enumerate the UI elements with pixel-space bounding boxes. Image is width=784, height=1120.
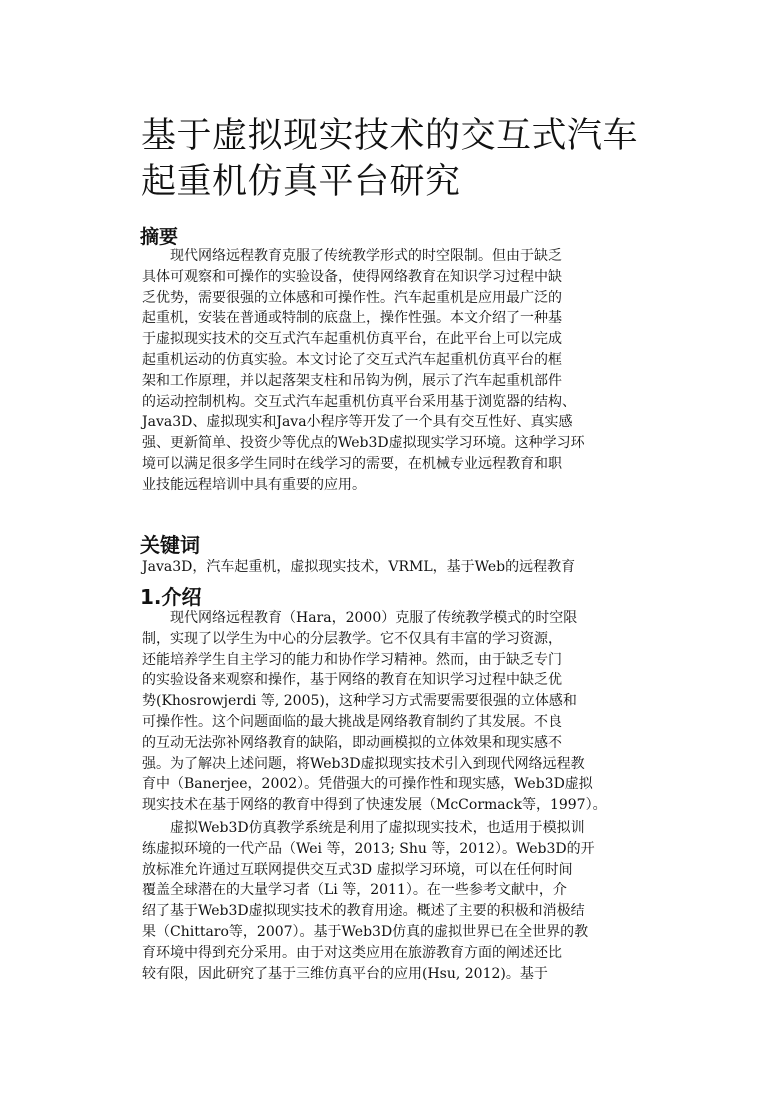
abstract-line: 的运动控制机构。交互式汽车起重机仿真平台采用基于浏览器的结构、	[142, 393, 576, 410]
intro-line: 可操作性。这个问题面临的最大挑战是网络教育制约了其发展。不良	[142, 713, 562, 730]
keywords-body	[142, 557, 662, 578]
title-line: 基于虚拟现实技术的交互式汽车	[141, 116, 639, 156]
intro-line: 放标准允许通过互联网提供交互式3D 虚拟学习环境，可以在任何时间	[142, 861, 573, 878]
intro-paragraph-1	[142, 608, 662, 816]
intro-paragraph-2	[142, 818, 662, 984]
intro-line: 的互动无法弥补网络教育的缺陷，即动画模拟的立体效果和现实感不	[142, 734, 562, 751]
intro-line: 强。为了解决上述问题，将Web3D虚拟现实技术引入到现代网络远程教	[142, 755, 585, 772]
intro-line: 还能培养学生自主学习的能力和协作学习精神。然而，由于缺乏专门	[142, 651, 562, 668]
intro-line: 果（Chittaro等，2007）。基于Web3D仿真的虚拟世界已在全世界的教	[142, 923, 589, 940]
intro-line: 制，实现了以学生为中心的分层教学。它不仅具有丰富的学习资源，	[142, 630, 562, 647]
title-line: 起重机仿真平台研究	[141, 162, 461, 202]
intro-heading: 1.介绍	[140, 585, 202, 609]
abstract-line: 强、更新简单、投资少等优点的Web3D虚拟现实学习环境。这种学习环	[142, 435, 585, 452]
abstract-line: 具体可观察和可操作的实验设备，使得网络教育在知识学习过程中缺	[142, 268, 562, 285]
intro-line: 育中（Banerjee，2002）。凭借强大的可操作性和现实感，Web3D虚拟	[142, 776, 593, 793]
abstract-line: 境可以满足很多学生同时在线学习的需要，在机械专业远程教育和职	[142, 455, 562, 472]
abstract-line: 乏优势，需要很强的立体感和可操作性。汽车起重机是应用最广泛的	[142, 289, 562, 306]
abstract-heading: 摘要	[140, 226, 179, 248]
intro-line: 较有限，因此研究了基于三维仿真平台的应用(Hsu, 2012)。基于	[142, 965, 548, 982]
abstract-line: 起重机，安装在普通或特制的底盘上，操作性强。本文介绍了一种基	[142, 310, 562, 327]
intro-line: 育环境中得到充分采用。由于对这类应用在旅游教育方面的阐述还比	[142, 944, 562, 961]
intro-line: 练虚拟环境的一代产品（Wei 等，2013; Shu 等，2012）。Web3D的开	[142, 840, 595, 857]
paper-title	[141, 113, 661, 205]
keywords-text: Java3D，汽车起重机，虚拟现实技术，VRML，基于Web的远程教育	[142, 559, 576, 575]
intro-line: 现代网络远程教育（Hara，2000）克服了传统教学模式的时空限	[170, 610, 578, 626]
abstract-line: Java3D、虚拟现实和Java小程序等开发了一个具有交互性好、真实感	[142, 414, 573, 431]
abstract-line: 于虚拟现实技术的交互式汽车起重机仿真平台，在此平台上可以完成	[142, 331, 562, 348]
intro-line: 势(Khosrowjerdi 等, 2005)，这种学习方式需要需要很强的立体感和	[142, 693, 577, 710]
intro-line: 虚拟Web3D仿真教学系统是利用了虚拟现实技术，也适用于模拟训	[170, 820, 585, 836]
abstract-line: 起重机运动的仿真实验。本文讨论了交互式汽车起重机仿真平台的框	[142, 351, 562, 368]
intro-line: 覆盖全球潜在的大量学习者（Li 等，2011）。在一些参考文献中，介	[142, 882, 567, 899]
keywords-heading: 关键词	[140, 533, 200, 557]
abstract-line: 业技能远程培训中具有重要的应用。	[142, 476, 366, 493]
intro-line: 绍了基于Web3D虚拟现实技术的教育用途。概述了主要的积极和消极结	[142, 903, 585, 920]
intro-line: 的实验设备来观察和操作，基于网络的教育在知识学习过程中缺乏优	[142, 672, 562, 689]
abstract-line: 现代网络远程教育克服了传统教学形式的时空限制。但由于缺乏	[170, 248, 562, 264]
intro-line: 现实技术在基于网络的教育中得到了快速发展（McCormack等，1997）。	[142, 797, 607, 814]
abstract-line: 架和工作原理，并以起落架支柱和吊钩为例，展示了汽车起重机部件	[142, 372, 562, 389]
abstract-body	[142, 246, 662, 496]
